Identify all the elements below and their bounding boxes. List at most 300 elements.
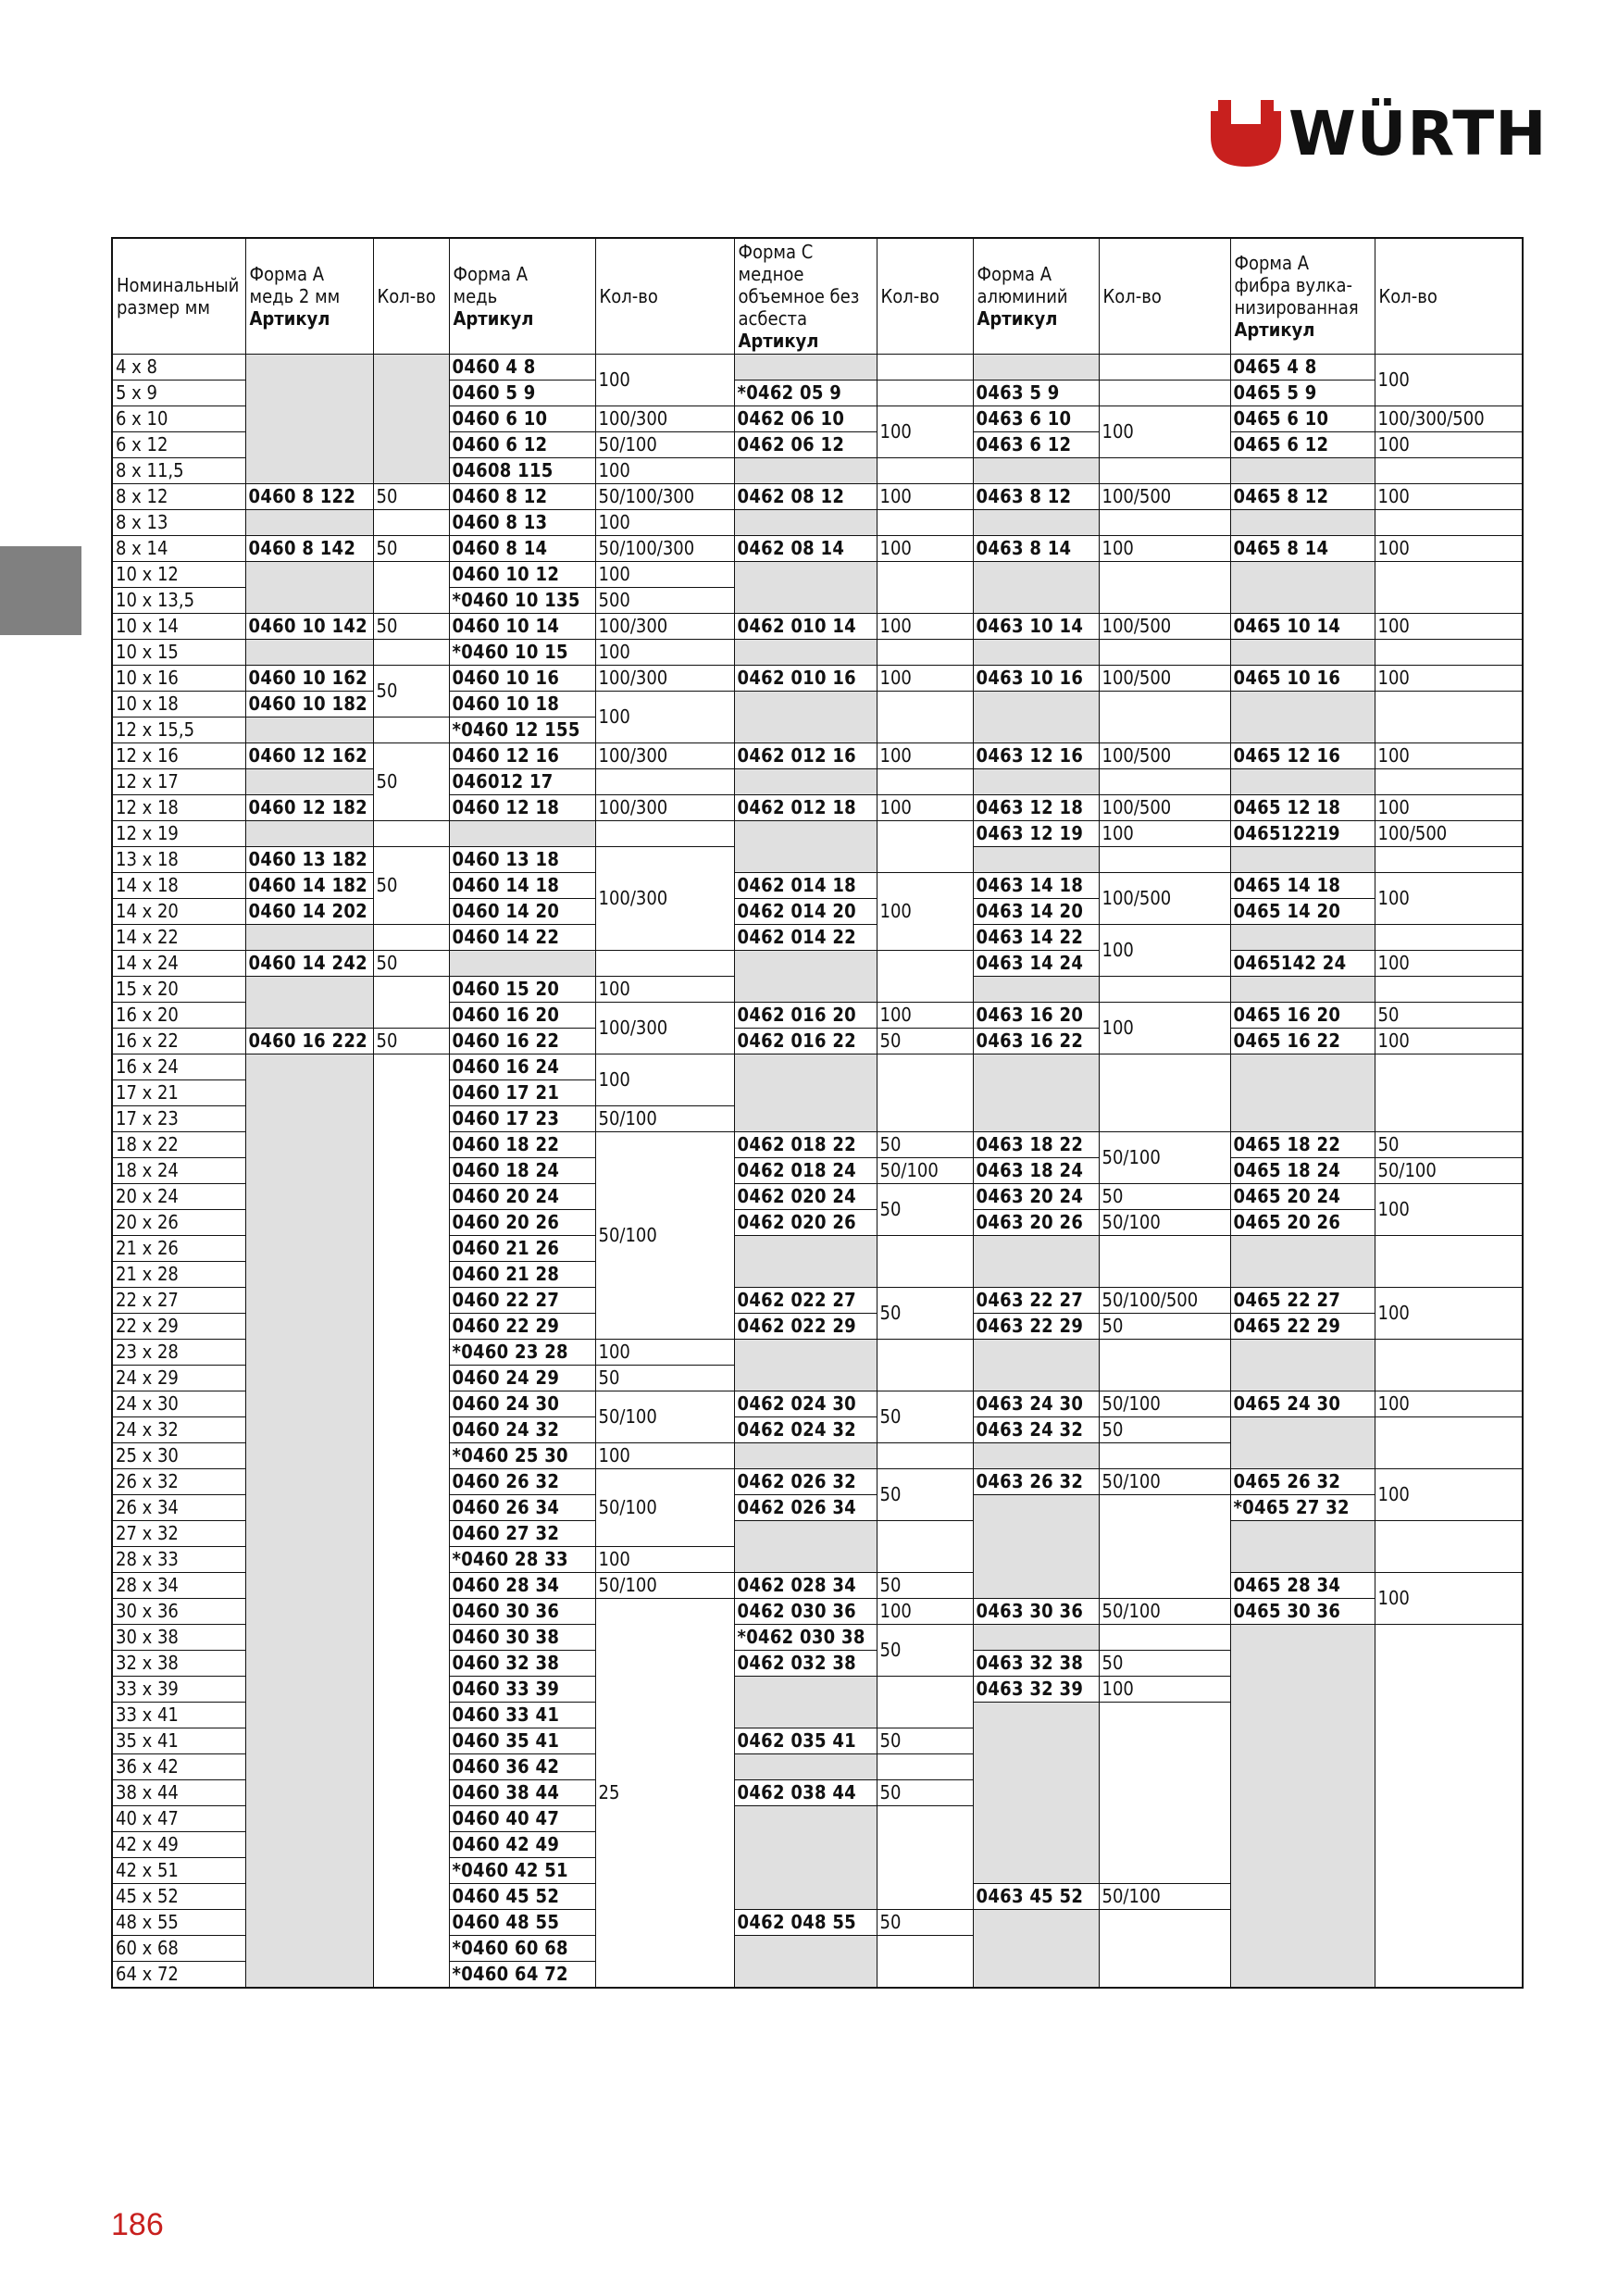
article-cell: 0465 16 22	[1230, 1029, 1375, 1054]
quantity-cell	[1375, 510, 1523, 536]
header-line: Кол-во	[377, 285, 436, 307]
quantity-cell	[1375, 977, 1523, 1003]
quantity-cell: 100	[1375, 1029, 1523, 1054]
article-cell: 046012 17	[449, 769, 595, 795]
quantity-cell	[877, 1443, 973, 1469]
quantity-cell: 500	[595, 588, 734, 614]
article-cell	[1230, 510, 1375, 536]
article-cell	[734, 562, 877, 614]
quantity-cell: 100/300	[595, 795, 734, 821]
quantity-cell: 100/500	[1099, 614, 1230, 640]
quantity-cell	[1375, 1054, 1523, 1132]
quantity-cell	[1099, 847, 1230, 873]
article-cell: 0465 8 12	[1230, 484, 1375, 510]
article-cell: 0460 10 16	[449, 666, 595, 692]
quantity-cell	[1099, 977, 1230, 1003]
size-cell: 12 x 16	[112, 743, 245, 769]
article-cell: 0462 014 20	[734, 899, 877, 925]
quantity-cell: 50	[877, 1391, 973, 1443]
article-cell	[1230, 1417, 1375, 1469]
size-cell: 26 x 34	[112, 1495, 245, 1521]
size-cell: 35 x 41	[112, 1728, 245, 1754]
quantity-cell: 100	[877, 795, 973, 821]
article-cell: 0465 5 9	[1230, 381, 1375, 406]
article-cell	[734, 1340, 877, 1391]
header-line: Форма А	[1234, 252, 1310, 274]
article-cell: 0460 48 55	[449, 1910, 595, 1936]
article-cell: 0460 21 28	[449, 1262, 595, 1288]
quantity-cell	[1099, 355, 1230, 381]
size-cell: 8 x 12	[112, 484, 245, 510]
quantity-cell	[1375, 769, 1523, 795]
quantity-cell	[877, 640, 973, 666]
header-cell	[373, 238, 449, 355]
quantity-cell: 100/300/500	[1375, 406, 1523, 432]
article-cell: 0460 10 18	[449, 692, 595, 718]
size-cell: 12 x 17	[112, 769, 245, 795]
size-cell: 60 x 68	[112, 1936, 245, 1962]
article-cell: *0460 64 72	[449, 1962, 595, 1989]
article-cell: *0460 42 51	[449, 1858, 595, 1884]
article-cell: 0460 16 24	[449, 1054, 595, 1080]
quantity-cell: 50/100	[1099, 1469, 1230, 1495]
article-cell: 0463 14 20	[973, 899, 1099, 925]
article-cell	[973, 1910, 1099, 1989]
article-cell: 0463 14 24	[973, 951, 1099, 977]
article-cell: 0465 10 14	[1230, 614, 1375, 640]
article-cell: 0463 8 14	[973, 536, 1099, 562]
article-cell	[245, 718, 373, 743]
table-row	[112, 1029, 1523, 1054]
quantity-cell	[1099, 458, 1230, 484]
article-cell: 0462 016 20	[734, 1003, 877, 1029]
table-body	[112, 355, 1523, 1989]
quantity-cell	[373, 640, 449, 666]
article-cell	[734, 951, 877, 1003]
size-cell: 42 x 51	[112, 1858, 245, 1884]
article-cell: *0460 10 15	[449, 640, 595, 666]
article-cell: *0460 12 155	[449, 718, 595, 743]
quantity-cell: 50	[373, 1029, 449, 1054]
table-row	[112, 562, 1523, 588]
article-cell	[1230, 692, 1375, 743]
article-cell: 0465 16 20	[1230, 1003, 1375, 1029]
header-line: Кол-во	[1102, 285, 1162, 307]
quantity-cell	[1099, 1054, 1230, 1132]
article-cell	[734, 769, 877, 795]
article-cell: 0462 018 22	[734, 1132, 877, 1158]
quantity-cell: 100	[1099, 1677, 1230, 1703]
quantity-cell	[877, 1677, 973, 1728]
article-cell: 0462 022 29	[734, 1314, 877, 1340]
article-cell: 0460 18 24	[449, 1158, 595, 1184]
table-row	[112, 769, 1523, 795]
article-cell	[1230, 1625, 1375, 1989]
article-cell: 0460 6 10	[449, 406, 595, 432]
article-cell	[734, 1443, 877, 1469]
quantity-cell	[1099, 510, 1230, 536]
article-cell: 0463 16 22	[973, 1029, 1099, 1054]
article-cell: 0460 35 41	[449, 1728, 595, 1754]
article-cell: 0463 24 32	[973, 1417, 1099, 1443]
article-cell: 0460 16 222	[245, 1029, 373, 1054]
size-cell: 8 x 11,5	[112, 458, 245, 484]
article-cell	[1230, 847, 1375, 873]
article-cell: 0462 022 27	[734, 1288, 877, 1314]
article-cell	[1230, 925, 1375, 951]
article-cell: 0460 10 142	[245, 614, 373, 640]
article-cell	[245, 640, 373, 666]
quantity-cell: 100/500	[1099, 743, 1230, 769]
quantity-cell	[877, 1754, 973, 1780]
quantity-cell	[1099, 1340, 1230, 1391]
quantity-cell: 50	[1375, 1132, 1523, 1158]
header-line: Кол-во	[1378, 285, 1438, 307]
size-cell: 6 x 10	[112, 406, 245, 432]
quantity-cell: 50/100/500	[1099, 1288, 1230, 1314]
quantity-cell: 100/300	[595, 1003, 734, 1054]
size-cell: 23 x 28	[112, 1340, 245, 1366]
quantity-cell	[1375, 1625, 1523, 1989]
article-cell: 0463 30 36	[973, 1599, 1099, 1625]
quantity-cell: 100	[877, 743, 973, 769]
article-cell: *0460 23 28	[449, 1340, 595, 1366]
article-cell	[734, 1236, 877, 1288]
article-cell	[734, 355, 877, 381]
quantity-cell: 50	[877, 1625, 973, 1677]
size-cell: 10 x 13,5	[112, 588, 245, 614]
article-cell: 0462 018 24	[734, 1158, 877, 1184]
size-cell: 33 x 41	[112, 1703, 245, 1728]
article-cell: 0462 028 34	[734, 1573, 877, 1599]
quantity-cell: 100/300	[595, 847, 734, 951]
quantity-cell	[1375, 562, 1523, 614]
quantity-cell: 100	[1099, 1003, 1230, 1054]
quantity-cell	[1099, 1236, 1230, 1288]
article-cell	[973, 1703, 1099, 1884]
table-row	[112, 666, 1523, 692]
article-cell: 0460 42 49	[449, 1832, 595, 1858]
size-cell: 27 x 32	[112, 1521, 245, 1547]
article-cell: 0463 14 22	[973, 925, 1099, 951]
article-cell: 0460 27 32	[449, 1521, 595, 1547]
quantity-cell	[877, 692, 973, 743]
article-cell: 0463 26 32	[973, 1469, 1099, 1495]
article-cell: 0460 16 22	[449, 1029, 595, 1054]
header-cell	[1230, 238, 1375, 355]
header-cell	[449, 238, 595, 355]
article-cell	[734, 458, 877, 484]
quantity-cell: 100/300	[595, 666, 734, 692]
article-cell: 0462 06 12	[734, 432, 877, 458]
article-cell: 0460 10 162	[245, 666, 373, 692]
header-cell	[734, 238, 877, 355]
header-line: Кол-во	[880, 285, 940, 307]
quantity-cell: 100	[877, 1003, 973, 1029]
article-cell	[1230, 769, 1375, 795]
article-cell: 0460 17 21	[449, 1080, 595, 1106]
article-cell: 0465 20 26	[1230, 1210, 1375, 1236]
size-cell: 12 x 18	[112, 795, 245, 821]
article-cell: 0460 36 42	[449, 1754, 595, 1780]
table-row	[112, 925, 1523, 951]
article-cell: 0465 22 29	[1230, 1314, 1375, 1340]
article-cell: 0462 012 16	[734, 743, 877, 769]
table-row	[112, 510, 1523, 536]
quantity-cell: 50	[1099, 1651, 1230, 1677]
size-cell: 16 x 24	[112, 1054, 245, 1080]
article-cell: 0465 12 18	[1230, 795, 1375, 821]
article-cell: 04608 115	[449, 458, 595, 484]
article-cell: 0460 20 24	[449, 1184, 595, 1210]
article-cell: 0463 22 29	[973, 1314, 1099, 1340]
table-row	[112, 484, 1523, 510]
article-cell	[1230, 458, 1375, 484]
quantity-cell: 100	[1375, 795, 1523, 821]
quantity-cell: 100	[1099, 536, 1230, 562]
size-cell: 32 x 38	[112, 1651, 245, 1677]
quantity-cell: 25	[595, 1599, 734, 1989]
table-header	[112, 238, 1523, 355]
quantity-cell: 50	[595, 1366, 734, 1391]
quantity-cell: 50	[877, 1469, 973, 1521]
size-cell: 21 x 28	[112, 1262, 245, 1288]
article-cell: 0460 8 12	[449, 484, 595, 510]
size-cell: 5 x 9	[112, 381, 245, 406]
size-cell: 22 x 29	[112, 1314, 245, 1340]
quantity-cell: 100	[1375, 1184, 1523, 1236]
quantity-cell: 100	[1375, 666, 1523, 692]
size-cell: 22 x 27	[112, 1288, 245, 1314]
quantity-cell: 50/100/300	[595, 536, 734, 562]
article-cell	[1230, 1521, 1375, 1573]
article-cell: 0465 6 10	[1230, 406, 1375, 432]
quantity-cell	[1375, 1521, 1523, 1573]
article-cell: 0463 8 12	[973, 484, 1099, 510]
quantity-cell: 50	[373, 951, 449, 977]
quantity-cell: 100	[595, 692, 734, 743]
quantity-cell: 100	[595, 458, 734, 484]
size-cell: 17 x 21	[112, 1080, 245, 1106]
quantity-cell: 50	[373, 614, 449, 640]
article-cell: 0462 014 22	[734, 925, 877, 951]
size-cell: 14 x 18	[112, 873, 245, 899]
article-cell	[734, 1936, 877, 1989]
table-row	[112, 899, 1523, 925]
header-line: Форма А	[249, 263, 325, 285]
header-line: медь	[453, 285, 498, 307]
size-cell: 6 x 12	[112, 432, 245, 458]
article-cell: 0460 8 13	[449, 510, 595, 536]
quantity-cell: 50/100	[1375, 1158, 1523, 1184]
header-line: размер мм	[117, 296, 210, 318]
article-cell: 0460 10 14	[449, 614, 595, 640]
quantity-cell: 100	[1099, 925, 1230, 977]
article-cell: 0460 21 26	[449, 1236, 595, 1262]
quantity-cell: 100	[1099, 406, 1230, 458]
quantity-cell	[1099, 562, 1230, 614]
article-cell: *0460 25 30	[449, 1443, 595, 1469]
quantity-cell: 100/300	[595, 614, 734, 640]
article-cell: 0460 22 27	[449, 1288, 595, 1314]
article-cell: 0460 13 18	[449, 847, 595, 873]
quantity-cell	[595, 769, 734, 795]
quantity-cell: 100	[595, 1054, 734, 1106]
table-row	[112, 614, 1523, 640]
quantity-cell	[877, 951, 973, 1003]
quantity-cell: 50	[373, 743, 449, 821]
quantity-cell	[1099, 1443, 1230, 1469]
quantity-cell	[1375, 458, 1523, 484]
quantity-cell	[1375, 640, 1523, 666]
table-row	[112, 640, 1523, 666]
article-cell: 0463 18 24	[973, 1158, 1099, 1184]
quantity-cell: 50/100/300	[595, 484, 734, 510]
section-tab	[0, 546, 81, 635]
article-cell: 0462 010 14	[734, 614, 877, 640]
article-cell: *0460 10 135	[449, 588, 595, 614]
quantity-cell: 100	[1375, 536, 1523, 562]
article-cell: 0463 20 26	[973, 1210, 1099, 1236]
quantity-cell: 50	[1099, 1314, 1230, 1340]
size-cell: 24 x 30	[112, 1391, 245, 1417]
article-cell: 0465 4 8	[1230, 355, 1375, 381]
article-cell: 0460 45 52	[449, 1884, 595, 1910]
size-cell: 28 x 34	[112, 1573, 245, 1599]
quantity-cell: 100/300	[595, 406, 734, 432]
quantity-cell	[1099, 1625, 1230, 1651]
article-cell: 0462 032 38	[734, 1651, 877, 1677]
quantity-cell: 50	[373, 847, 449, 925]
article-cell	[449, 821, 595, 847]
header-line: низированная	[1234, 296, 1359, 318]
quantity-cell	[1099, 692, 1230, 743]
quantity-cell: 100	[1375, 873, 1523, 925]
article-cell: 0463 16 20	[973, 1003, 1099, 1029]
quantity-cell: 100	[595, 1443, 734, 1469]
quantity-cell: 100	[595, 1547, 734, 1573]
quantity-cell: 50	[877, 1288, 973, 1340]
article-cell: 0460 8 122	[245, 484, 373, 510]
article-cell: 0462 038 44	[734, 1780, 877, 1806]
quantity-cell: 100	[595, 1340, 734, 1366]
header-cell	[1375, 238, 1523, 355]
quantity-cell	[877, 1054, 973, 1132]
quantity-cell: 100	[1375, 614, 1523, 640]
article-cell	[245, 925, 373, 951]
article-cell	[973, 769, 1099, 795]
article-cell: 0460 14 242	[245, 951, 373, 977]
article-cell: 0463 24 30	[973, 1391, 1099, 1417]
quantity-cell: 100	[877, 666, 973, 692]
article-cell: 0460 13 182	[245, 847, 373, 873]
header-cell	[595, 238, 734, 355]
article-cell	[1230, 640, 1375, 666]
article-cell	[973, 1054, 1099, 1132]
quantity-cell	[373, 977, 449, 1029]
quantity-cell: 50	[373, 536, 449, 562]
quantity-cell: 50/100	[595, 1132, 734, 1340]
quantity-cell: 100/500	[1099, 484, 1230, 510]
article-cell: 0460 33 41	[449, 1703, 595, 1728]
header-line: фибра вулка-	[1234, 274, 1352, 296]
quantity-cell: 50/100	[1099, 1132, 1230, 1184]
header-line: алюминий	[977, 285, 1068, 307]
article-cell: 0460 14 182	[245, 873, 373, 899]
article-cell	[449, 951, 595, 977]
size-cell: 40 x 47	[112, 1806, 245, 1832]
size-cell: 16 x 22	[112, 1029, 245, 1054]
article-cell	[245, 510, 373, 536]
article-cell	[734, 1754, 877, 1780]
quantity-cell: 100/500	[1099, 666, 1230, 692]
quantity-cell: 100	[877, 406, 973, 458]
article-cell	[734, 640, 877, 666]
header-line: объемное без	[738, 285, 860, 307]
quantity-cell: 50	[1099, 1417, 1230, 1443]
article-cell	[973, 510, 1099, 536]
article-cell: 0463 45 52	[973, 1884, 1099, 1910]
quantity-cell: 50/100	[595, 1573, 734, 1599]
quantity-cell: 50/100	[1099, 1884, 1230, 1910]
size-cell: 42 x 49	[112, 1832, 245, 1858]
quantity-cell	[1099, 381, 1230, 406]
quantity-cell	[877, 381, 973, 406]
article-cell: 0460 14 18	[449, 873, 595, 899]
quantity-cell	[877, 1936, 973, 1989]
article-cell	[245, 821, 373, 847]
article-cell: 0462 020 26	[734, 1210, 877, 1236]
article-cell: 0465 28 34	[1230, 1573, 1375, 1599]
article-cell: 0460 8 14	[449, 536, 595, 562]
article-cell: *0462 05 9	[734, 381, 877, 406]
quantity-cell	[595, 821, 734, 847]
article-cell: 0463 18 22	[973, 1132, 1099, 1158]
article-cell: 0462 014 18	[734, 873, 877, 899]
article-cell	[245, 562, 373, 614]
quantity-cell	[373, 1054, 449, 1989]
article-cell: 0460 38 44	[449, 1780, 595, 1806]
quantity-cell: 100	[1099, 821, 1230, 847]
quantity-cell	[1099, 1495, 1230, 1599]
size-cell: 33 x 39	[112, 1677, 245, 1703]
article-cell: *0460 28 33	[449, 1547, 595, 1573]
quantity-cell: 50/100	[1099, 1210, 1230, 1236]
size-cell: 12 x 15,5	[112, 718, 245, 743]
table-row	[112, 951, 1523, 977]
quantity-cell: 100	[877, 484, 973, 510]
header-line: медное	[738, 263, 804, 285]
article-cell: 0463 22 27	[973, 1288, 1099, 1314]
quantity-cell: 100	[1375, 1288, 1523, 1340]
article-cell: 0462 010 16	[734, 666, 877, 692]
size-cell: 28 x 33	[112, 1547, 245, 1573]
article-cell: 0460 14 202	[245, 899, 373, 925]
article-cell: 0465 14 18	[1230, 873, 1375, 899]
quantity-cell	[877, 1806, 973, 1910]
quantity-cell: 100/500	[1099, 873, 1230, 925]
quantity-cell	[877, 458, 973, 484]
quantity-cell	[1099, 1703, 1230, 1884]
article-cell	[245, 977, 373, 1029]
size-cell: 10 x 18	[112, 692, 245, 718]
quantity-cell: 50	[877, 1573, 973, 1599]
quantity-cell: 50	[1375, 1003, 1523, 1029]
article-cell: 0460 30 36	[449, 1599, 595, 1625]
article-cell	[245, 355, 373, 484]
article-cell: 0460 15 20	[449, 977, 595, 1003]
quantity-cell: 100	[595, 640, 734, 666]
